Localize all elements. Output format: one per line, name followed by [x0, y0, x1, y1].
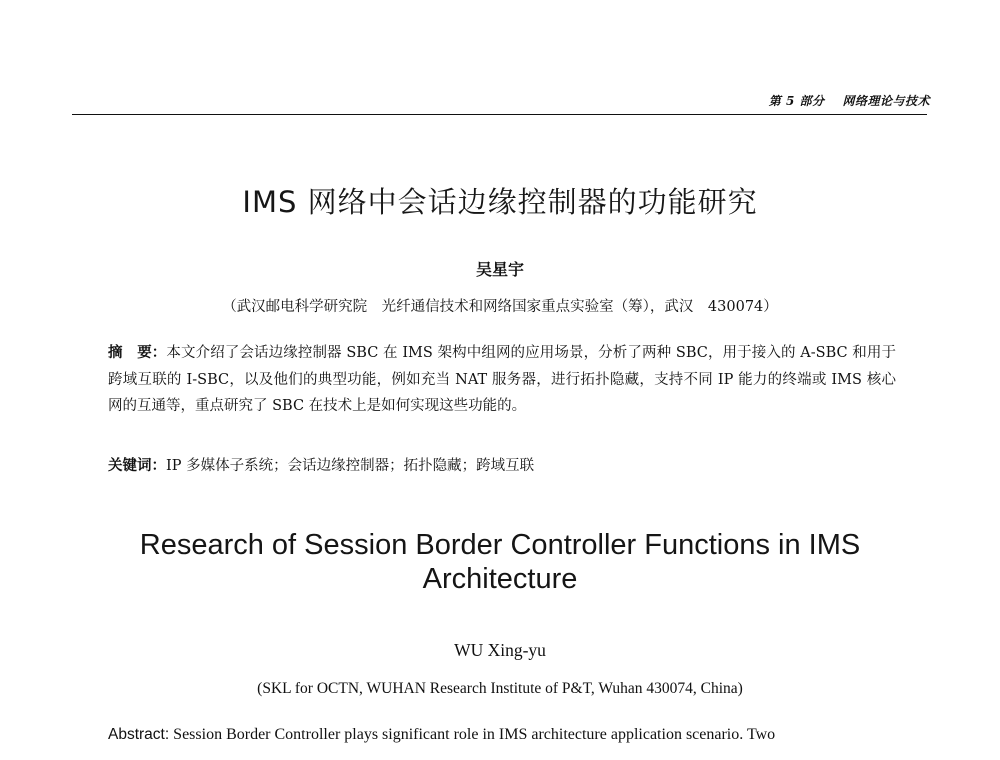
english-affiliation: (SKL for OCTN, WUHAN Research Institute of P&T, Wuhan 430074, China) [257, 680, 743, 697]
english-title-line-1: Research of Session Border Controller Functions in IMS [139, 529, 861, 561]
english-abstract-text: Session Border Controller plays significant role in IMS architecture application scenario. Two [173, 726, 776, 743]
english-abstract [108, 724, 898, 746]
chinese-title: IMS 网络中会话边缘控制器的功能研究 [242, 185, 758, 219]
english-title [60, 528, 940, 596]
english-abstract-label: Abstract: [108, 726, 170, 743]
chinese-keywords [108, 454, 896, 478]
chinese-abstract-label: 摘 要： [108, 344, 167, 361]
running-header-title: 网络理论与技术 [842, 94, 930, 108]
chinese-keywords-label: 关键词： [108, 457, 166, 474]
chinese-abstract [108, 340, 896, 420]
chinese-abstract-text: 本文介绍了会话边缘控制器 SBC 在 IMS 架构中组网的应用场景，分析了两种 SBC，用于接入的 A-SBC 和用于跨域互联的 I-SBC，以及他们的典型功能，例如充当 NAT 服务器，进行拓扑隐藏，支持不同 IP 能力的终端或 IMS 核心网的互通等，重点研究了 SBC 在技术上是如何实现这些功能的。 [108, 345, 897, 414]
chinese-keywords-text: IP 多媒体子系统；会话边缘控制器；拓扑隐藏；跨域互联 [166, 458, 535, 474]
chinese-affiliation: （武汉邮电科学研究院 光纤通信技术和网络国家重点实验室（筹），武汉 430074） [222, 299, 778, 315]
english-author: WU Xing-yu [454, 640, 546, 660]
header-rule [72, 114, 927, 115]
chinese-author: 吴星宇 [475, 260, 524, 279]
running-header [769, 92, 930, 109]
running-header-section: 第 5 部分 [768, 94, 825, 108]
english-title-line-2: Architecture [422, 563, 578, 595]
